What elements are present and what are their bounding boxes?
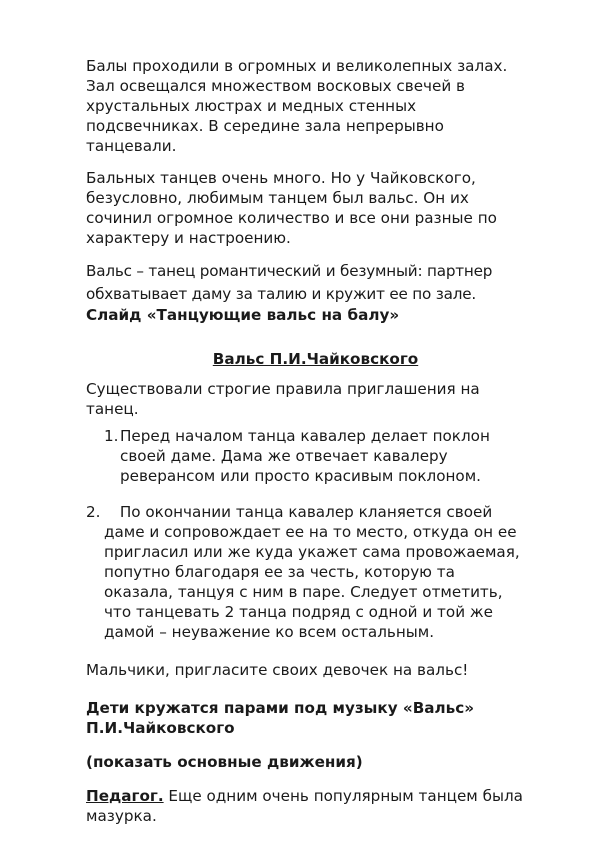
rule-item-1: [86, 426, 525, 486]
rules-intro: Существовали строгие правила приглашения на танец.: [86, 380, 480, 418]
rule-text: Перед началом танца кавалер делает поклон своей даме. Дама же отвечает кавалеру реверансом или просто красивым поклоном.: [120, 427, 490, 485]
rule-item-2: [86, 502, 525, 642]
invite-line: Мальчики, пригласите своих девочек на вальс!: [86, 661, 469, 679]
show-moves-note: (показать основные движения): [86, 753, 363, 771]
pedagogue-text: Еще одним очень популярным танцем была мазурка.: [86, 787, 523, 825]
paragraph-waltz: Вальс – танец романтический и безумный: партнер обхватывает даму за талию и кружит ее по зале.: [86, 262, 493, 303]
rule-number: 2.: [86, 503, 101, 521]
slide-note: Слайд «Танцующие вальс на балу»: [86, 306, 400, 324]
pedagogue-label: Педагог.: [86, 787, 164, 805]
pedagogue-paragraph: [86, 786, 525, 826]
section-heading: Вальс П.И.Чайковского: [212, 350, 419, 368]
paragraph-balls: Балы проходили в огромных и великолепных залах. Зал освещался множеством восковых свечей в хрустальных люстрах и медных стенных подсвечниках. В середине зала непрерывно танцевали.: [86, 57, 508, 155]
paragraph-dances: Бальных танцев очень много. Но у Чайковского, безусловно, любимым танцем был вальс. Он их сочинил огромное количество и все они разные по характеру и настроению.: [86, 169, 497, 247]
kids-dance-note: Дети кружатся парами под музыку «Вальс» П.И.Чайковского: [86, 699, 475, 737]
rule-number: 1.: [104, 427, 119, 445]
rule-text: По окончании танца кавалер кланяется своей даме и сопровождает ее на то место, откуда он ее пригласил или же куда укажет сама провожаемая, попутно благодаря ее за честь, которую та оказала, танцуя с ним в паре. Следует отметить, что танцевать 2 танца подряд с одной и той же дамой – неуважение ко всем остальным.: [104, 503, 520, 641]
